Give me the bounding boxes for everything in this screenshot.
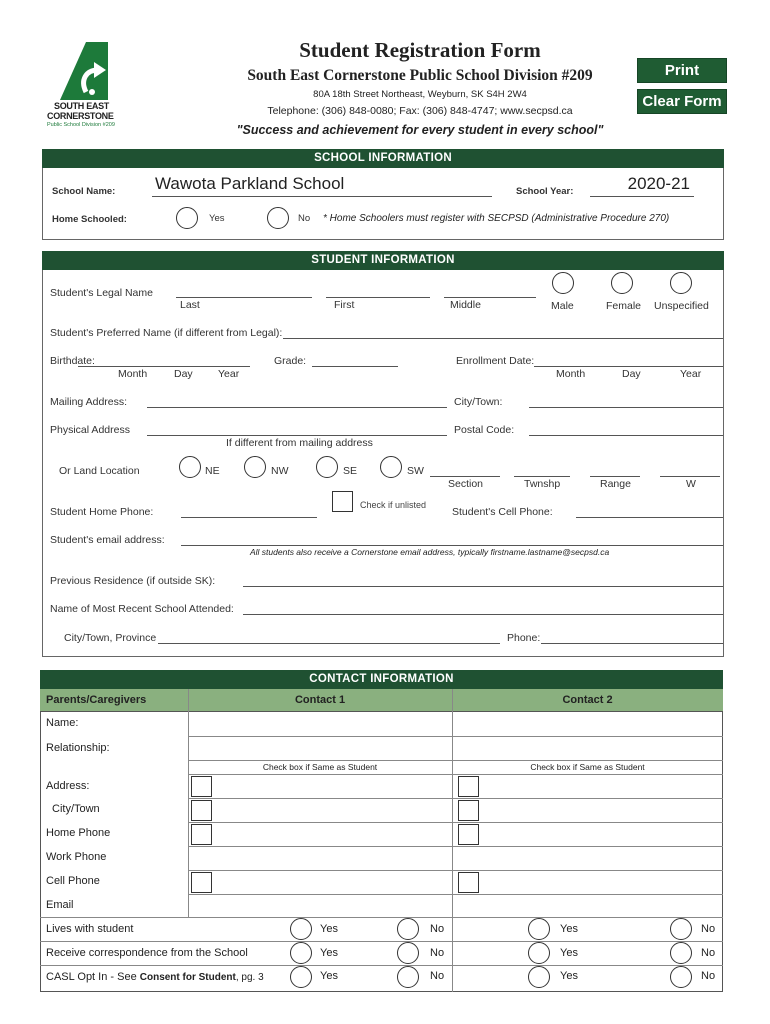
contact2-same-note: Check box if Same as Student — [530, 762, 645, 772]
range-caption: Range — [600, 478, 631, 490]
preferred-name-input[interactable] — [283, 338, 723, 339]
logo-mark-icon — [46, 40, 118, 102]
home-schooled-yes-label: Yes — [209, 213, 225, 224]
home-phone-label: Student Home Phone: — [50, 506, 154, 518]
division-subtitle: South East Cornerstone Public School Division #209 — [247, 67, 593, 84]
grid-divider — [188, 798, 723, 799]
city-province-input[interactable] — [158, 643, 500, 644]
land-ne-label: NE — [205, 465, 220, 477]
first-name-input[interactable] — [326, 297, 430, 298]
contact1-lives-no-label: No — [430, 923, 445, 935]
contact1-same-note: Check box if Same as Student — [262, 762, 378, 772]
contact1-corr-no-radio[interactable] — [397, 942, 419, 964]
gender-female-label: Female — [606, 300, 642, 312]
casl-suffix: , pg. 3 — [235, 972, 264, 983]
grade-input[interactable] — [312, 366, 398, 367]
logo — [46, 40, 118, 132]
row-label-relationship: Relationship: — [46, 742, 110, 754]
gender-male-radio[interactable] — [552, 272, 574, 294]
school-name-value: Wawota Parkland School — [155, 174, 345, 193]
middle-name-input[interactable] — [444, 297, 536, 298]
mailing-address-input[interactable] — [147, 407, 447, 408]
contact1-lives-yes-radio[interactable] — [290, 918, 312, 940]
middle-name-caption: Middle — [450, 299, 481, 311]
city-town-label: City/Town: — [454, 396, 503, 408]
contact1-lives-yes-label: Yes — [320, 923, 338, 935]
enrollment-date-input[interactable] — [534, 366, 723, 367]
physical-address-note: If different from mailing address — [226, 437, 373, 449]
physical-address-input[interactable] — [147, 435, 447, 436]
contact2-casl-yes-label: Yes — [560, 970, 578, 982]
email-note: All students also receive a Cornerstone email address, typically firstname.lastname@secpsd.ca — [250, 547, 610, 557]
land-ne-radio[interactable] — [179, 456, 201, 478]
township-input[interactable] — [514, 476, 570, 477]
meridian-input[interactable] — [660, 476, 720, 477]
logo-text-3: Public School Division #209 — [47, 122, 115, 128]
form-title: Student Registration Form — [299, 38, 541, 62]
email-label: Student's email address: — [50, 534, 165, 546]
last-name-caption: Last — [180, 299, 200, 311]
contact2-corr-yes-label: Yes — [560, 947, 578, 959]
first-name-caption: First — [334, 299, 355, 311]
school-year-input[interactable] — [590, 173, 694, 197]
contact2-home-phone-same-checkbox[interactable] — [458, 824, 479, 845]
contact1-casl-no-radio[interactable] — [397, 966, 419, 988]
land-se-label: SE — [343, 465, 358, 477]
birthdate-label: Birthdate: — [50, 355, 95, 367]
land-se-radio[interactable] — [316, 456, 338, 478]
contact1-corr-yes-label: Yes — [320, 947, 338, 959]
grid-divider — [188, 689, 189, 917]
grid-divider — [188, 774, 723, 775]
logo-text-2: CORNERSTONE — [47, 111, 114, 121]
contact1-name-input[interactable] — [190, 713, 450, 735]
row-label-cell-phone: Cell Phone — [46, 875, 100, 887]
casl-prefix: CASL Opt In - See — [46, 971, 140, 983]
school-phone-label: Phone: — [507, 632, 541, 644]
land-location-label: Or Land Location — [59, 465, 140, 477]
gender-male-label: Male — [551, 300, 574, 312]
section-input[interactable] — [430, 476, 500, 477]
school-year-label: School Year: — [516, 186, 574, 197]
school-year-value: 2020-21 — [627, 174, 690, 193]
casl-consent-link: Consent for Student — [139, 972, 236, 983]
school-info-header: SCHOOL INFORMATION — [42, 149, 724, 168]
contact2-city-same-checkbox[interactable] — [458, 800, 479, 821]
grade-label: Grade: — [274, 355, 307, 367]
city-province-label: City/Town, Province — [64, 632, 157, 644]
gender-unspecified-radio[interactable] — [670, 272, 692, 294]
section-caption: Section — [448, 478, 484, 490]
casl-label — [46, 971, 264, 983]
land-sw-label: SW — [407, 465, 424, 477]
school-phone-input[interactable] — [541, 643, 723, 644]
row-label-home-phone: Home Phone — [46, 827, 111, 839]
email-input[interactable] — [181, 545, 723, 546]
contact1-home-phone-same-checkbox[interactable] — [191, 824, 212, 845]
birth-month-caption: Month — [118, 368, 148, 380]
recent-school-input[interactable] — [243, 614, 723, 615]
division-address: 80A 18th Street Northeast, Weyburn, SK S4H 2W4 — [313, 89, 527, 100]
postal-code-input[interactable] — [529, 435, 723, 436]
contact2-relationship-input[interactable] — [454, 737, 721, 759]
clear-form-button[interactable]: Clear Form — [637, 89, 727, 114]
contact2-lives-yes-label: Yes — [560, 923, 578, 935]
contact2-corr-yes-radio[interactable] — [528, 942, 550, 964]
school-name-label: School Name: — [52, 186, 116, 197]
school-name-input[interactable] — [152, 173, 492, 197]
contact1-cell-same-checkbox[interactable] — [191, 872, 212, 893]
grid-divider — [188, 760, 723, 761]
division-contact: Telephone: (306) 848-0080; Fax: (306) 848-4747; www.secpsd.ca — [267, 105, 573, 117]
enroll-year-caption: Year — [680, 368, 702, 380]
grid-divider — [452, 689, 453, 992]
col-contact1-header: Contact 1 — [294, 694, 346, 706]
home-schooled-no-radio[interactable] — [267, 207, 289, 229]
birth-day-caption: Day — [174, 368, 193, 380]
range-input[interactable] — [590, 476, 640, 477]
contact1-relationship-input[interactable] — [190, 737, 450, 759]
contact2-lives-no-label: No — [701, 923, 716, 935]
col-parents-header: Parents/Caregivers — [46, 694, 147, 706]
contact2-corr-no-radio[interactable] — [670, 942, 692, 964]
contact1-casl-yes-label: Yes — [320, 970, 338, 982]
cell-phone-label: Student's Cell Phone: — [452, 506, 553, 518]
row-label-email: Email — [46, 899, 74, 911]
grid-divider — [188, 870, 723, 871]
legal-name-label: Student's Legal Name — [50, 287, 153, 299]
contact-info-header: CONTACT INFORMATION — [40, 670, 723, 689]
motto: "Success and achievement for every student in every school" — [236, 123, 604, 137]
enroll-day-caption: Day — [622, 368, 641, 380]
gender-unspecified-label: Unspecified — [654, 300, 709, 312]
land-nw-label: NW — [271, 465, 289, 477]
contact2-address-same-checkbox[interactable] — [458, 776, 479, 797]
enrollment-date-label: Enrollment Date: — [456, 355, 535, 367]
birth-year-caption: Year — [218, 368, 240, 380]
city-town-input[interactable] — [529, 407, 723, 408]
land-nw-radio[interactable] — [244, 456, 266, 478]
home-school-note: * Home Schoolers must register with SECPSD (Administrative Procedure 270) — [323, 213, 670, 224]
unlisted-label: Check if unlisted — [360, 500, 427, 510]
home-phone-input[interactable] — [181, 517, 317, 518]
grid-divider — [188, 822, 723, 823]
contact2-casl-no-label: No — [701, 970, 716, 982]
row-label-address: Address: — [46, 780, 90, 792]
contact2-name-input[interactable] — [454, 713, 721, 735]
home-schooled-no-label: No — [298, 213, 311, 224]
row-label-work-phone: Work Phone — [46, 851, 107, 863]
recent-school-label: Name of Most Recent School Attended: — [50, 603, 234, 615]
preferred-name-label: Student's Preferred Name (if different from Legal): — [50, 327, 283, 339]
lives-with-label: Lives with student — [46, 923, 134, 935]
grid-divider — [188, 846, 723, 847]
unlisted-checkbox[interactable] — [332, 491, 353, 512]
previous-residence-input[interactable] — [243, 586, 723, 587]
contact1-lives-no-radio[interactable] — [397, 918, 419, 940]
logo-text-1: SOUTH EAST — [54, 101, 110, 111]
home-schooled-label: Home Schooled: — [52, 214, 127, 225]
grid-divider — [40, 917, 723, 918]
col-contact2-header: Contact 2 — [562, 694, 613, 706]
correspondence-label: Receive correspondence from the School — [46, 947, 248, 959]
birthdate-input[interactable] — [78, 366, 250, 367]
previous-residence-label: Previous Residence (if outside SK): — [50, 575, 216, 587]
row-label-name: Name: — [46, 717, 79, 729]
contact2-lives-yes-radio[interactable] — [528, 918, 550, 940]
township-caption: Twnshp — [524, 478, 561, 490]
contact2-cell-same-checkbox[interactable] — [458, 872, 479, 893]
contact1-corr-no-label: No — [430, 947, 445, 959]
cell-phone-input[interactable] — [576, 517, 723, 518]
postal-code-label: Postal Code: — [454, 424, 515, 436]
contact2-corr-no-label: No — [701, 947, 716, 959]
contact2-casl-yes-radio[interactable] — [528, 966, 550, 988]
mailing-address-label: Mailing Address: — [50, 396, 128, 408]
physical-address-label: Physical Address — [50, 424, 130, 436]
contact1-casl-no-label: No — [430, 970, 445, 982]
meridian-caption: W — [686, 478, 696, 490]
land-sw-radio[interactable] — [380, 456, 402, 478]
grid-divider — [40, 941, 723, 942]
row-label-city: City/Town — [52, 803, 100, 815]
contact2-lives-no-radio[interactable] — [670, 918, 692, 940]
last-name-input[interactable] — [176, 297, 312, 298]
home-schooled-yes-radio[interactable] — [176, 207, 198, 229]
student-info-header: STUDENT INFORMATION — [42, 251, 724, 270]
grid-divider — [40, 965, 723, 966]
gender-female-radio[interactable] — [611, 272, 633, 294]
enroll-month-caption: Month — [556, 368, 586, 380]
print-button[interactable]: Print — [637, 58, 727, 83]
contact1-address-same-checkbox[interactable] — [191, 776, 212, 797]
grid-divider — [188, 894, 723, 895]
contact1-casl-yes-radio[interactable] — [290, 966, 312, 988]
contact1-corr-yes-radio[interactable] — [290, 942, 312, 964]
contact1-city-same-checkbox[interactable] — [191, 800, 212, 821]
contact2-casl-no-radio[interactable] — [670, 966, 692, 988]
